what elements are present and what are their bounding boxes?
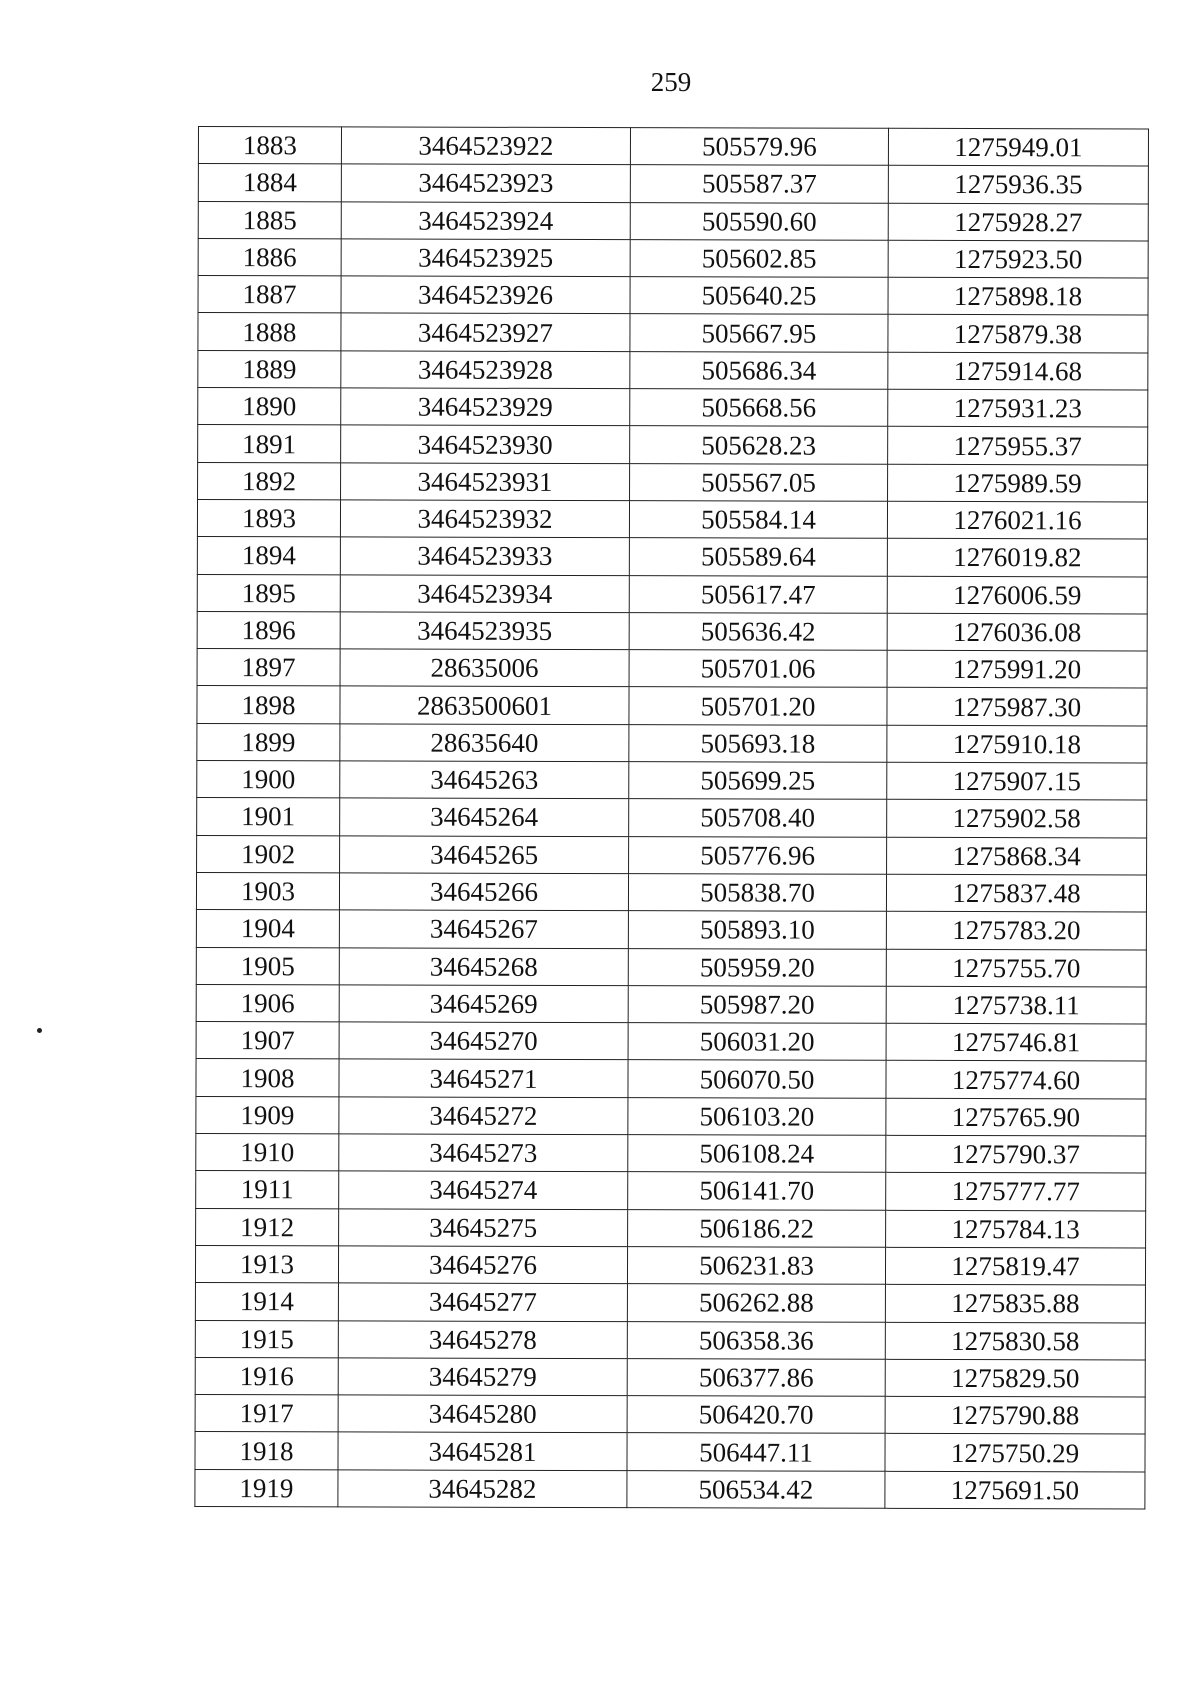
point-id-cell: 34645279 bbox=[338, 1358, 627, 1396]
point-id-cell: 3464523932 bbox=[340, 500, 629, 538]
table-row bbox=[198, 313, 1148, 353]
y-coordinate-cell: 1275837.48 bbox=[886, 874, 1146, 912]
x-coordinate-cell: 505708.40 bbox=[629, 799, 887, 837]
y-coordinate-cell: 1275987.30 bbox=[887, 688, 1147, 726]
x-coordinate-cell: 505693.18 bbox=[629, 724, 887, 762]
x-coordinate-cell: 505667.95 bbox=[630, 314, 888, 352]
page-number: 259 bbox=[650, 67, 692, 97]
y-coordinate-cell: 1275774.60 bbox=[886, 1061, 1146, 1099]
point-id-cell: 34645268 bbox=[339, 947, 628, 985]
point-id-cell: 34645271 bbox=[339, 1059, 628, 1097]
point-id-cell: 28635640 bbox=[340, 724, 629, 762]
table-row bbox=[196, 947, 1146, 987]
point-id-cell: 3464523926 bbox=[341, 276, 630, 314]
x-coordinate-cell: 505893.10 bbox=[628, 911, 886, 949]
y-coordinate-cell: 1275835.88 bbox=[885, 1285, 1145, 1323]
x-coordinate-cell: 506534.42 bbox=[627, 1470, 885, 1508]
point-number-cell: 1908 bbox=[196, 1059, 339, 1097]
point-number-cell: 1889 bbox=[198, 350, 341, 388]
y-coordinate-cell: 1275755.70 bbox=[886, 949, 1146, 987]
table-row bbox=[195, 1283, 1145, 1323]
x-coordinate-cell: 506031.20 bbox=[628, 1023, 886, 1061]
table-row bbox=[197, 835, 1147, 875]
point-id-cell: 34645263 bbox=[340, 761, 629, 799]
point-number-cell: 1899 bbox=[197, 723, 340, 761]
table-row bbox=[198, 127, 1148, 167]
y-coordinate-cell: 1275989.59 bbox=[888, 464, 1148, 502]
point-number-cell: 1901 bbox=[197, 798, 340, 836]
y-coordinate-cell: 1276019.82 bbox=[887, 539, 1147, 577]
point-id-cell: 34645281 bbox=[338, 1432, 627, 1470]
x-coordinate-cell: 506377.86 bbox=[627, 1358, 885, 1396]
table-row bbox=[198, 350, 1148, 390]
y-coordinate-cell: 1275936.35 bbox=[888, 166, 1148, 204]
x-coordinate-cell: 505579.96 bbox=[630, 128, 888, 166]
x-coordinate-cell: 505686.34 bbox=[630, 351, 888, 389]
x-coordinate-cell: 505636.42 bbox=[629, 612, 887, 650]
point-number-cell: 1917 bbox=[195, 1395, 338, 1433]
table-row bbox=[197, 761, 1147, 801]
point-number-cell: 1895 bbox=[197, 574, 340, 612]
point-number-cell: 1911 bbox=[196, 1171, 339, 1209]
y-coordinate-cell: 1275738.11 bbox=[886, 986, 1146, 1024]
x-coordinate-cell: 505776.96 bbox=[629, 836, 887, 874]
x-coordinate-cell: 506262.88 bbox=[627, 1284, 885, 1322]
point-id-cell: 34645270 bbox=[339, 1022, 628, 1060]
x-coordinate-cell: 505602.85 bbox=[630, 240, 888, 278]
point-number-cell: 1913 bbox=[195, 1245, 338, 1283]
y-coordinate-cell: 1275991.20 bbox=[887, 650, 1147, 688]
table-row bbox=[196, 1059, 1146, 1099]
table-row bbox=[197, 798, 1147, 838]
point-id-cell: 3464523930 bbox=[341, 425, 630, 463]
point-id-cell: 28635006 bbox=[340, 649, 629, 687]
y-coordinate-cell: 1275765.90 bbox=[886, 1098, 1146, 1136]
table-row bbox=[197, 649, 1147, 689]
x-coordinate-cell: 505628.23 bbox=[630, 426, 888, 464]
table-row bbox=[195, 1469, 1145, 1509]
point-id-cell: 34645267 bbox=[339, 910, 628, 948]
y-coordinate-cell: 1275898.18 bbox=[888, 277, 1148, 315]
table-row bbox=[197, 499, 1147, 539]
y-coordinate-cell: 1275750.29 bbox=[885, 1434, 1145, 1472]
y-coordinate-cell: 1275819.47 bbox=[885, 1247, 1145, 1285]
point-id-cell: 3464523928 bbox=[341, 351, 630, 389]
table-row bbox=[196, 1096, 1146, 1136]
point-id-cell: 3464523925 bbox=[341, 239, 630, 277]
y-coordinate-cell: 1275830.58 bbox=[885, 1322, 1145, 1360]
x-coordinate-cell: 505959.20 bbox=[628, 948, 886, 986]
y-coordinate-cell: 1275746.81 bbox=[886, 1023, 1146, 1061]
point-number-cell: 1883 bbox=[198, 127, 341, 165]
point-number-cell: 1893 bbox=[197, 499, 340, 537]
point-id-cell: 34645264 bbox=[340, 798, 629, 836]
point-id-cell: 34645282 bbox=[338, 1470, 627, 1508]
y-coordinate-cell: 1275777.77 bbox=[886, 1173, 1146, 1211]
table-row bbox=[198, 425, 1148, 465]
x-coordinate-cell: 505640.25 bbox=[630, 277, 888, 315]
point-number-cell: 1896 bbox=[197, 611, 340, 649]
y-coordinate-cell: 1275829.50 bbox=[885, 1359, 1145, 1397]
x-coordinate-cell: 506108.24 bbox=[628, 1135, 886, 1173]
point-id-cell: 34645274 bbox=[339, 1171, 628, 1209]
y-coordinate-cell: 1276036.08 bbox=[887, 613, 1147, 651]
point-number-cell: 1907 bbox=[196, 1022, 339, 1060]
table-row bbox=[196, 1171, 1146, 1211]
point-id-cell: 34645276 bbox=[338, 1246, 627, 1284]
point-number-cell: 1892 bbox=[198, 462, 341, 500]
table-row bbox=[195, 1395, 1145, 1435]
table-row bbox=[198, 164, 1148, 204]
point-number-cell: 1918 bbox=[195, 1432, 338, 1470]
y-coordinate-cell: 1275910.18 bbox=[887, 725, 1147, 763]
table-row bbox=[196, 910, 1146, 950]
x-coordinate-cell: 506103.20 bbox=[628, 1097, 886, 1135]
point-id-cell: 34645269 bbox=[339, 985, 628, 1023]
table-row bbox=[198, 388, 1148, 428]
x-coordinate-cell: 506186.22 bbox=[628, 1209, 886, 1247]
point-number-cell: 1894 bbox=[197, 537, 340, 575]
y-coordinate-cell: 1275784.13 bbox=[886, 1210, 1146, 1248]
point-id-cell: 3464523934 bbox=[340, 574, 629, 612]
table-row bbox=[196, 984, 1146, 1024]
point-id-cell: 3464523933 bbox=[340, 537, 629, 575]
y-coordinate-cell: 1275902.58 bbox=[887, 800, 1147, 838]
point-number-cell: 1903 bbox=[196, 872, 339, 910]
y-coordinate-cell: 1275783.20 bbox=[886, 912, 1146, 950]
x-coordinate-cell: 505567.05 bbox=[630, 463, 888, 501]
point-number-cell: 1897 bbox=[197, 649, 340, 687]
point-number-cell: 1902 bbox=[197, 835, 340, 873]
x-coordinate-cell: 506070.50 bbox=[628, 1060, 886, 1098]
point-id-cell: 34645265 bbox=[340, 836, 629, 874]
point-id-cell: 34645280 bbox=[338, 1395, 627, 1433]
y-coordinate-cell: 1275949.01 bbox=[888, 128, 1148, 166]
point-number-cell: 1887 bbox=[198, 276, 341, 314]
x-coordinate-cell: 505587.37 bbox=[630, 165, 888, 203]
table-row bbox=[196, 872, 1146, 912]
point-number-cell: 1909 bbox=[196, 1096, 339, 1134]
table-row bbox=[197, 723, 1147, 763]
point-id-cell: 34645275 bbox=[339, 1208, 628, 1246]
y-coordinate-cell: 1275879.38 bbox=[888, 315, 1148, 353]
point-id-cell: 3464523927 bbox=[341, 313, 630, 351]
point-number-cell: 1914 bbox=[195, 1283, 338, 1321]
point-number-cell: 1905 bbox=[196, 947, 339, 985]
coordinates-table bbox=[194, 126, 1149, 1509]
point-number-cell: 1898 bbox=[197, 686, 340, 724]
point-id-cell: 3464523924 bbox=[341, 201, 630, 239]
y-coordinate-cell: 1276021.16 bbox=[887, 501, 1147, 539]
point-number-cell: 1884 bbox=[198, 164, 341, 202]
table-row bbox=[195, 1245, 1145, 1285]
table-row bbox=[196, 1134, 1146, 1174]
scan-speck-dot bbox=[37, 1028, 42, 1033]
table-row bbox=[195, 1357, 1145, 1397]
y-coordinate-cell: 1275790.37 bbox=[886, 1135, 1146, 1173]
table-row bbox=[198, 238, 1148, 278]
point-number-cell: 1915 bbox=[195, 1320, 338, 1358]
x-coordinate-cell: 506358.36 bbox=[627, 1321, 885, 1359]
point-id-cell: 3464523922 bbox=[341, 127, 630, 165]
point-number-cell: 1912 bbox=[196, 1208, 339, 1246]
point-number-cell: 1890 bbox=[198, 388, 341, 426]
table-row bbox=[195, 1320, 1145, 1360]
point-number-cell: 1916 bbox=[195, 1357, 338, 1395]
point-number-cell: 1919 bbox=[195, 1469, 338, 1507]
y-coordinate-cell: 1275923.50 bbox=[888, 240, 1148, 278]
point-id-cell: 3464523923 bbox=[341, 164, 630, 202]
table-row bbox=[197, 537, 1147, 577]
x-coordinate-cell: 505584.14 bbox=[629, 501, 887, 539]
table-row bbox=[198, 201, 1148, 241]
point-number-cell: 1904 bbox=[196, 910, 339, 948]
point-id-cell: 34645266 bbox=[339, 873, 628, 911]
point-id-cell: 34645277 bbox=[338, 1283, 627, 1321]
point-id-cell: 3464523935 bbox=[340, 612, 629, 650]
y-coordinate-cell: 1275931.23 bbox=[888, 389, 1148, 427]
x-coordinate-cell: 505699.25 bbox=[629, 762, 887, 800]
point-id-cell: 34645278 bbox=[338, 1320, 627, 1358]
table-row bbox=[197, 574, 1147, 614]
point-id-cell: 34645273 bbox=[339, 1134, 628, 1172]
y-coordinate-cell: 1275928.27 bbox=[888, 203, 1148, 241]
point-id-cell: 34645272 bbox=[339, 1097, 628, 1135]
point-number-cell: 1891 bbox=[198, 425, 341, 463]
point-number-cell: 1900 bbox=[197, 761, 340, 799]
point-id-cell: 3464523931 bbox=[341, 463, 630, 501]
x-coordinate-cell: 506420.70 bbox=[627, 1396, 885, 1434]
table-row bbox=[196, 1208, 1146, 1248]
y-coordinate-cell: 1275914.68 bbox=[888, 352, 1148, 390]
x-coordinate-cell: 505701.20 bbox=[629, 687, 887, 725]
x-coordinate-cell: 505987.20 bbox=[628, 985, 886, 1023]
y-coordinate-cell: 1276006.59 bbox=[887, 576, 1147, 614]
point-id-cell: 2863500601 bbox=[340, 686, 629, 724]
table-body bbox=[195, 127, 1149, 1509]
y-coordinate-cell: 1275955.37 bbox=[888, 427, 1148, 465]
point-number-cell: 1906 bbox=[196, 984, 339, 1022]
y-coordinate-cell: 1275790.88 bbox=[885, 1396, 1145, 1434]
point-number-cell: 1885 bbox=[198, 201, 341, 239]
x-coordinate-cell: 505668.56 bbox=[630, 389, 888, 427]
x-coordinate-cell: 505617.47 bbox=[629, 575, 887, 613]
point-number-cell: 1888 bbox=[198, 313, 341, 351]
x-coordinate-cell: 506447.11 bbox=[627, 1433, 885, 1471]
point-id-cell: 3464523929 bbox=[341, 388, 630, 426]
x-coordinate-cell: 505590.60 bbox=[630, 202, 888, 240]
table-row bbox=[198, 462, 1148, 502]
x-coordinate-cell: 506141.70 bbox=[628, 1172, 886, 1210]
y-coordinate-cell: 1275868.34 bbox=[887, 837, 1147, 875]
x-coordinate-cell: 505701.06 bbox=[629, 650, 887, 688]
x-coordinate-cell: 505838.70 bbox=[628, 874, 886, 912]
table-row bbox=[197, 686, 1147, 726]
table-row bbox=[196, 1022, 1146, 1062]
y-coordinate-cell: 1275907.15 bbox=[887, 762, 1147, 800]
table-row bbox=[195, 1432, 1145, 1472]
point-number-cell: 1886 bbox=[198, 238, 341, 276]
table-row bbox=[198, 276, 1148, 316]
x-coordinate-cell: 505589.64 bbox=[629, 538, 887, 576]
y-coordinate-cell: 1275691.50 bbox=[885, 1471, 1145, 1509]
table-row bbox=[197, 611, 1147, 651]
point-number-cell: 1910 bbox=[196, 1134, 339, 1172]
x-coordinate-cell: 506231.83 bbox=[627, 1247, 885, 1285]
